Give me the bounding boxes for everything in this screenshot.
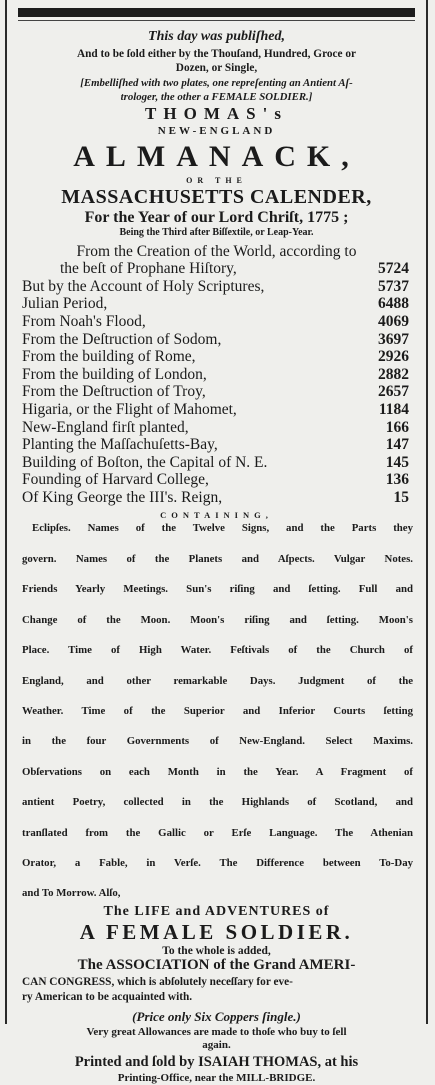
- advertisement-column: [18, 28, 415, 1085]
- era-row: Julian Period, 6488: [22, 295, 409, 313]
- embellished-line-1: [Embelliſhed with two plates, one repreſenting an Antient Aſ-: [80, 77, 353, 90]
- allowances-line-1: Very great Allowances are made to thoſe who buy to ſell: [86, 1026, 347, 1039]
- published-line: This day was publiſhed,: [148, 29, 285, 44]
- creation-label-2: the beſt of Prophane Hiſtory,: [60, 260, 237, 278]
- new-england-heading: NEW-ENGLAND: [157, 124, 276, 137]
- top-heavy-rule: [18, 8, 415, 17]
- containing-heading: CONTAINING,: [160, 509, 273, 520]
- life-adventures-line: The LIFE and ADVENTURES of: [103, 903, 330, 919]
- era-row: Planting the Maſſachuſetts-Bay, 147: [22, 436, 409, 454]
- contents-line: antient Poetry, collected in the Highlands of Scotland, and: [22, 796, 413, 809]
- whole-added-line: To the whole is added,: [162, 945, 271, 958]
- era-row: New-England firſt planted, 166: [22, 418, 409, 436]
- creation-row-1: [18, 243, 415, 261]
- era-row: From the building of London, 2882: [22, 365, 409, 383]
- contents-line: Weather. Time of the Superior and Inferior Courts ſetting: [22, 704, 413, 717]
- contents-last-line: and To Morrow. Alſo,: [22, 887, 121, 900]
- contents-line: Eclipſes. Names of the Twelve Signs, and the Parts they: [32, 522, 413, 535]
- era-row: Founding of Harvard College, 136: [22, 471, 409, 489]
- leap-year-line: Being the Third after Biſſextile, or Leap-Year.: [119, 227, 314, 239]
- era-rows: [18, 278, 415, 507]
- era-row: From the Deſtruction of Sodom, 3697: [22, 330, 409, 348]
- price-line: (Price only Six Coppers ſingle.): [132, 1008, 301, 1024]
- top-thin-rule: [18, 20, 415, 21]
- creation-label-1: From the Creation of the World, according to: [76, 242, 357, 260]
- era-row: From the building of Rome, 2926: [22, 348, 409, 366]
- era-row: Of King George the III's. Reign, 15: [22, 488, 409, 506]
- year-line: For the Year of our Lord Chriſt, 1775 ;: [84, 209, 349, 227]
- era-row: From Noah's Flood, 4069: [22, 313, 409, 331]
- era-row: Building of Boſton, the Capital of N. E. 145: [22, 453, 409, 471]
- era-row: From the Deſtruction of Troy, 2657: [22, 383, 409, 401]
- right-column-rule: [426, 0, 428, 1024]
- contents-line: Place. Time of High Water. Feſtivals of the Church of: [22, 644, 413, 657]
- contents-line: Friends Yearly Meetings. Sun's riſing and ſetting. Full and: [22, 583, 413, 596]
- era-row: Higaria, or the Flight of Mahomet, 1184: [22, 400, 409, 418]
- contents-line: Obſervations on each Month in the Year. A Fragment of: [22, 765, 413, 778]
- contents-line: Orator, a Fable, in Verſe. The Difference between To-Day: [22, 856, 413, 869]
- or-the-heading: OR THE: [186, 175, 247, 185]
- era-row: But by the Account of Holy Scriptures, 5737: [22, 277, 409, 295]
- contents-paragraph: [18, 521, 415, 901]
- association-line-1: The ASSOCIATION of the Grand AMERI-: [77, 957, 356, 974]
- sold-line-1: And to be ſold either by the Thouſand, Hundred, Groce or: [76, 47, 357, 60]
- contents-line: tranſlated from the Gallic or Erſe Language. The Athenian: [22, 826, 413, 839]
- contents-line: in the four Governments of New-England. Select Maxims.: [22, 735, 413, 748]
- eras-table: [18, 243, 415, 507]
- contents-line: govern. Names of the Planets and Aſpects. Vulgar Notes.: [22, 552, 413, 565]
- sold-line-2: Dozen, or Single,: [175, 61, 258, 74]
- almanack-heading: ALMANACK,: [73, 140, 360, 174]
- association-line-3: ry American to be acquainted with.: [22, 991, 193, 1004]
- creation-value: 5724: [378, 260, 409, 278]
- embellished-line-2: trologer, the other a FEMALE SOLDIER.]: [120, 90, 313, 103]
- association-line-2: CAN CONGRESS, which is abſolutely neceſſary for eve-: [22, 976, 293, 989]
- printed-line-1: Printed and ſold by ISAIAH THOMAS, at his: [74, 1054, 359, 1071]
- printed-line-2: Printing-Office, near the MILL-BRIDGE.: [117, 1072, 316, 1085]
- left-column-rule: [5, 0, 7, 1024]
- allowances-line-2: again.: [202, 1038, 231, 1051]
- thomas-heading: THOMAS's: [145, 104, 288, 124]
- contents-line: Change of the Moon. Moon's riſing and ſetting. Moon's: [22, 613, 413, 626]
- female-soldier-heading: A FEMALE SOLDIER.: [79, 920, 354, 945]
- contents-line: England, and other remarkable Days. Judgment of the: [22, 674, 413, 687]
- creation-row-2: [18, 260, 415, 278]
- calender-heading: MASSACHUSETTS CALENDER,: [61, 186, 372, 209]
